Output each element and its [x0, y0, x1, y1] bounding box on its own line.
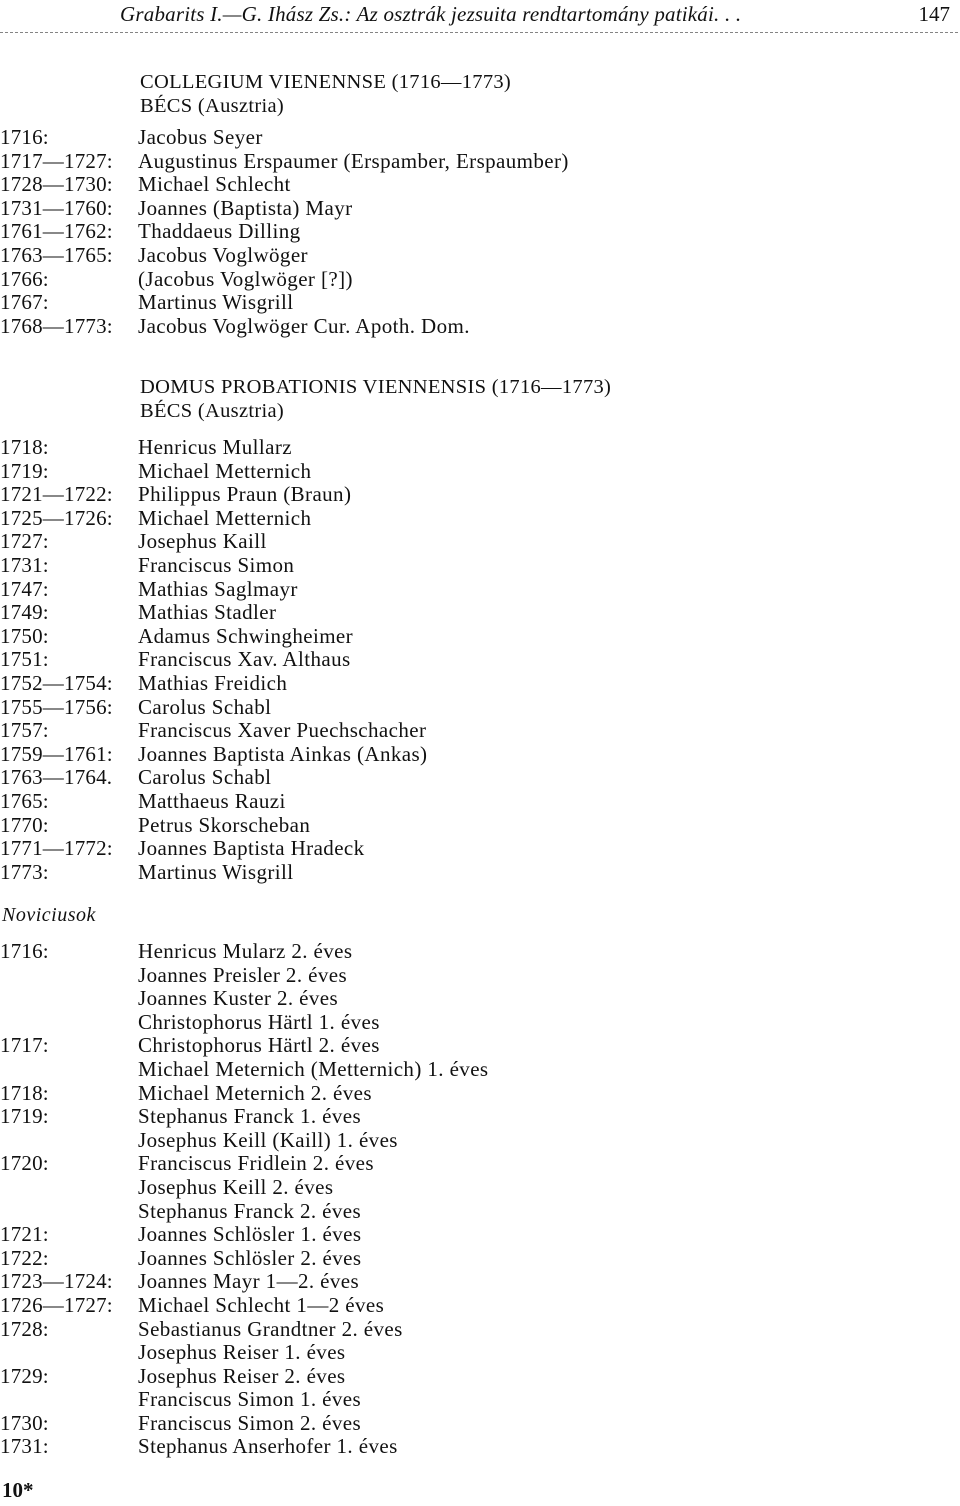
year-label: 1770: — [0, 812, 49, 837]
year-label: 1717: — [0, 1033, 49, 1058]
list-row — [0, 483, 960, 507]
list-row — [0, 244, 960, 268]
year-label: 1749: — [0, 600, 49, 625]
year-label: 1750: — [0, 623, 49, 648]
person-name: Michael Meternich (Metternich) 1. éves — [138, 1056, 489, 1081]
list-row — [0, 197, 960, 221]
novices-heading: Noviciusok — [2, 904, 96, 926]
year-label: 1719: — [0, 1104, 49, 1129]
list-row — [0, 601, 960, 625]
person-name: Franciscus Xav. Althaus — [138, 647, 351, 672]
year-label: 1718: — [0, 435, 49, 459]
signature-mark: 10* — [2, 1478, 34, 1502]
person-name: Franciscus Simon 1. éves — [138, 1387, 362, 1412]
year-label: 1773: — [0, 859, 49, 884]
list-row — [0, 1200, 960, 1224]
year-label: 1729: — [0, 1363, 49, 1388]
person-name: Henricus Mullarz — [138, 435, 292, 459]
list-row — [0, 1247, 960, 1271]
person-name: Martinus Wisgrill — [138, 290, 294, 315]
section-title: DOMUS PROBATIONIS VIENNENSIS (1716—1773) — [140, 376, 612, 398]
year-label: 1721—1722: — [0, 482, 113, 507]
year-label: 1752—1754: — [0, 670, 113, 695]
person-name: Joannes Baptista Ainkas (Ankas) — [138, 741, 428, 766]
person-name: Adamus Schwingheimer — [138, 623, 354, 648]
person-name: Josephus Reiser 1. éves — [138, 1340, 346, 1365]
person-name: Michael Metternich — [138, 505, 312, 530]
person-name: Joannes (Baptista) Mayr — [138, 195, 353, 220]
list-row — [0, 460, 960, 484]
person-name: Mathias Freidich — [138, 670, 288, 695]
year-label: 1768—1773: — [0, 313, 113, 338]
person-name: Michael Meternich 2. éves — [138, 1080, 372, 1105]
list-row — [0, 1082, 960, 1106]
year-label: 1719: — [0, 458, 49, 483]
header-rule — [0, 32, 958, 33]
list-row — [0, 1176, 960, 1200]
person-name: Thaddaeus Dilling — [138, 219, 301, 244]
person-name: Henricus Mularz 2. éves — [138, 939, 353, 963]
year-label: 1766: — [0, 266, 49, 291]
year-label: 1765: — [0, 788, 49, 813]
list-row — [0, 766, 960, 790]
list-row — [0, 790, 960, 814]
novices-list — [0, 940, 960, 1459]
section-title: COLLEGIUM VIENENNSE (1716—1773) — [140, 71, 512, 93]
year-label: 1759—1761: — [0, 741, 113, 766]
person-name: Joannes Schlösler 1. éves — [138, 1222, 362, 1247]
list-row — [0, 1341, 960, 1365]
person-name: Sebastianus Grandtner 2. éves — [138, 1316, 403, 1341]
running-title: Grabarits I.—G. Ihász Zs.: Az osztrák jezsuita rendtartomány patikái. . . — [120, 2, 742, 26]
year-label: 1730: — [0, 1410, 49, 1435]
person-name: Stephanus Franck 2. éves — [138, 1198, 362, 1223]
list-row — [0, 1270, 960, 1294]
list-row — [0, 530, 960, 554]
running-header — [120, 2, 956, 30]
list-row — [0, 696, 960, 720]
year-label: 1728: — [0, 1316, 49, 1341]
person-name: Stephanus Franck 1. éves — [138, 1104, 362, 1129]
apothecary-list-domus — [0, 436, 960, 884]
list-row — [0, 672, 960, 696]
year-label: 1767: — [0, 290, 49, 315]
person-name: Mathias Stadler — [138, 600, 277, 625]
person-name: Franciscus Xaver Puechschacher — [138, 718, 427, 743]
section-location: BÉCS (Ausztria) — [140, 95, 284, 117]
person-name: Christophorus Härtl 2. éves — [138, 1033, 380, 1058]
person-name: Michael Metternich — [138, 458, 312, 483]
year-label: 1747: — [0, 576, 49, 601]
person-name: Jacobus Seyer — [138, 125, 263, 149]
year-label: 1731: — [0, 552, 49, 577]
person-name: Carolus Schabl — [138, 694, 272, 719]
list-row — [0, 743, 960, 767]
list-row — [0, 987, 960, 1011]
year-label: 1717—1727: — [0, 148, 113, 173]
page-number: 147 — [918, 2, 950, 26]
year-label: 1731: — [0, 1434, 49, 1459]
list-row — [0, 1435, 960, 1459]
list-row — [0, 814, 960, 838]
person-name: Joannes Mayr 1—2. éves — [138, 1269, 360, 1294]
year-label: 1716: — [0, 125, 49, 149]
list-row — [0, 268, 960, 292]
person-name: Jacobus Voglwöger Cur. Apoth. Dom. — [138, 313, 470, 338]
section-heading-collegium — [140, 70, 511, 118]
person-name: Petrus Skorscheban — [138, 812, 311, 837]
person-name: Matthaeus Rauzi — [138, 788, 286, 813]
list-row — [0, 625, 960, 649]
list-row — [0, 1223, 960, 1247]
year-label: 1716: — [0, 939, 49, 963]
person-name: Joannes Preisler 2. éves — [138, 962, 348, 987]
person-name: Franciscus Simon 2. éves — [138, 1410, 362, 1435]
list-row — [0, 964, 960, 988]
list-row — [0, 173, 960, 197]
list-row — [0, 648, 960, 672]
list-row — [0, 150, 960, 174]
list-row — [0, 1365, 960, 1389]
list-row — [0, 861, 960, 885]
year-label: 1771—1772: — [0, 836, 113, 861]
year-label: 1763—1765: — [0, 242, 113, 267]
list-row — [0, 1105, 960, 1129]
list-row — [0, 126, 960, 150]
list-row — [0, 1388, 960, 1412]
list-row — [0, 554, 960, 578]
person-name: (Jacobus Voglwöger [?]) — [138, 266, 353, 291]
section-location: BÉCS (Ausztria) — [140, 400, 284, 422]
year-label: 1731—1760: — [0, 195, 113, 220]
year-label: 1727: — [0, 529, 49, 554]
list-row — [0, 1034, 960, 1058]
person-name: Christophorus Härtl 1. éves — [138, 1009, 380, 1034]
list-row — [0, 507, 960, 531]
person-name: Josephus Keill (Kaill) 1. éves — [138, 1127, 398, 1152]
year-label: 1718: — [0, 1080, 49, 1105]
list-row — [0, 291, 960, 315]
person-name: Franciscus Fridlein 2. éves — [138, 1151, 374, 1176]
person-name: Josephus Reiser 2. éves — [138, 1363, 346, 1388]
list-row — [0, 1294, 960, 1318]
list-row — [0, 1318, 960, 1342]
list-row — [0, 940, 960, 964]
year-label: 1728—1730: — [0, 172, 113, 197]
list-row — [0, 719, 960, 743]
person-name: Augustinus Erspaumer (Erspamber, Erspaumber) — [138, 148, 569, 173]
year-label: 1757: — [0, 718, 49, 743]
year-label: 1726—1727: — [0, 1292, 113, 1317]
person-name: Mathias Saglmayr — [138, 576, 298, 601]
person-name: Joannes Baptista Hradeck — [138, 836, 365, 861]
list-row — [0, 315, 960, 339]
person-name: Franciscus Simon — [138, 552, 295, 577]
year-label: 1725—1726: — [0, 505, 113, 530]
year-label: 1751: — [0, 647, 49, 672]
list-row — [0, 1058, 960, 1082]
list-row — [0, 578, 960, 602]
person-name: Joannes Schlösler 2. éves — [138, 1245, 362, 1270]
year-label: 1761—1762: — [0, 219, 113, 244]
list-row — [0, 1412, 960, 1436]
person-name: Michael Schlecht 1—2 éves — [138, 1292, 385, 1317]
year-label: 1763—1764. — [0, 765, 113, 790]
section-heading-domus — [140, 375, 611, 423]
person-name: Philippus Praun (Braun) — [138, 482, 352, 507]
person-name: Joannes Kuster 2. éves — [138, 986, 339, 1011]
list-row — [0, 1129, 960, 1153]
year-label: 1720: — [0, 1151, 49, 1176]
year-label: 1722: — [0, 1245, 49, 1270]
list-row — [0, 1152, 960, 1176]
year-label: 1755—1756: — [0, 694, 113, 719]
person-name: Josephus Kaill — [138, 529, 267, 554]
person-name: Martinus Wisgrill — [138, 859, 294, 884]
list-row — [0, 220, 960, 244]
list-row — [0, 436, 960, 460]
person-name: Josephus Keill 2. éves — [138, 1174, 334, 1199]
list-row — [0, 1011, 960, 1035]
list-row — [0, 837, 960, 861]
person-name: Stephanus Anserhofer 1. éves — [138, 1434, 398, 1459]
year-label: 1721: — [0, 1222, 49, 1247]
person-name: Jacobus Voglwöger — [138, 242, 308, 267]
person-name: Carolus Schabl — [138, 765, 272, 790]
year-label: 1723—1724: — [0, 1269, 113, 1294]
person-name: Michael Schlecht — [138, 172, 291, 197]
apothecary-list-collegium — [0, 126, 960, 338]
